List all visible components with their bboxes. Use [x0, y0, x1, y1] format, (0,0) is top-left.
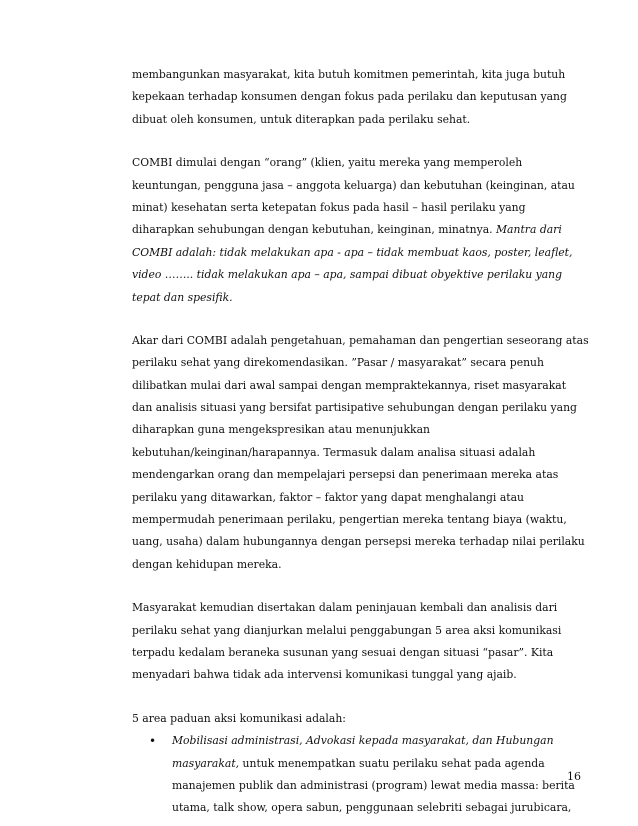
bullet-icon: •: [149, 734, 157, 749]
text-line: dibuat oleh konsumen, untuk diterapkan pada perilaku sehat.: [132, 112, 471, 126]
text-line: menyadari bahwa tidak ada intervensi komunikasi tunggal yang ajaib.: [132, 668, 517, 682]
list-intro: 5 area paduan aksi komunikasi adalah:: [132, 711, 346, 725]
text-line: membangunkan masyarakat, kita butuh komitmen pemerintah, kita juga butuh: [132, 68, 566, 81]
text-line: keuntungan, pengguna jasa – anggota keluarga) dan kebutuhan (keinginan, atau: [132, 178, 575, 192]
text-run: untuk menempatkan suatu perilaku sehat pada agenda: [239, 756, 545, 770]
text-line: perilaku yang ditawarkan, faktor – faktor yang dapat menghalangi atau: [132, 490, 524, 504]
italic-run: Mantra dari: [496, 223, 562, 237]
text-line-mixed: [172, 753, 564, 775]
text-line: dan analisis situasi yang bersifat partisipative sehubungan dengan perilaku yang: [132, 401, 577, 415]
paragraph-1: [132, 64, 567, 131]
text-line: dengan kehidupan mereka.: [132, 557, 282, 571]
text-line: mempermudah penerimaan perilaku, pengertian mereka tentang biaya (waktu,: [132, 513, 567, 527]
text-line: Akar dari COMBI adalah pengetahuan, pemahaman dan pengertian seseorang atas: [132, 333, 589, 347]
text-line-mixed: [132, 219, 564, 241]
paragraph-3: [132, 330, 589, 576]
italic-line: tepat dan spesifik.: [132, 290, 233, 304]
text-line: terpadu kedalam beraneka susunan yang sesuai dengan situasi “pasar”. Kita: [132, 645, 554, 659]
text-line: diharapkan guna mengekspresikan atau menunjukkan: [132, 423, 430, 437]
paragraph-2: [132, 152, 575, 309]
italic-line: COMBI adalah: tidak melakukan apa - apa – tidak membuat kaos, poster, leaflet,: [132, 245, 573, 259]
text-line: perilaku sehat yang direkomendasikan. ”Pasar / masyarakat” secara penuh: [132, 356, 544, 370]
text-line: mendengarkan orang dan mempelajari persepsi dan penerimaan mereka atas: [132, 468, 559, 482]
text-line: manajemen publik dan administrasi (program) lewat media massa: berita: [172, 778, 575, 792]
text-line: dilibatkan mulai dari awal sampai dengan mempraktekannya, riset masyarakat: [132, 378, 567, 392]
text-line: minat) kesehatan serta ketepatan fokus pada hasil – hasil perilaku yang: [132, 200, 526, 214]
text-line: uang, usaha) dalam hubungannya dengan persepsi mereka terhadap nilai perilaku: [132, 535, 585, 549]
text-line: Masyarakat kemudian disertakan dalam peninjauan kembali dan analisis dari: [132, 601, 558, 615]
text-line: perilaku sehat yang dianjurkan melalui penggabungan 5 area aksi komunikasi: [132, 623, 562, 637]
text-line: COMBI dimulai dengan “orang” (klien, yaitu mereka yang memperoleh: [132, 156, 523, 170]
text-line: kepekaan terhadap konsumen dengan fokus pada perilaku dan keputusan yang: [132, 90, 567, 104]
italic-line: Mobilisasi administrasi, Advokasi kepada masyarakat, dan Hubungan: [172, 734, 554, 748]
text-line: utama, talk show, opera sabun, penggunaan selebriti sebagai jurubicara,: [172, 801, 572, 815]
text-run: diharapkan sehubungan dengan kebutuhan, keinginan, minatnya.: [132, 223, 496, 237]
page-number: 16: [567, 770, 581, 783]
italic-run: masyarakat,: [172, 756, 240, 770]
italic-line: video …….. tidak melakukan apa – apa, sampai dibuat obyektive perilaku yang: [132, 268, 563, 282]
text-line: kebutuhan/keinginan/harapannya. Termasuk dalam analisa situasi adalah: [132, 445, 536, 459]
paragraph-4: [132, 597, 564, 687]
